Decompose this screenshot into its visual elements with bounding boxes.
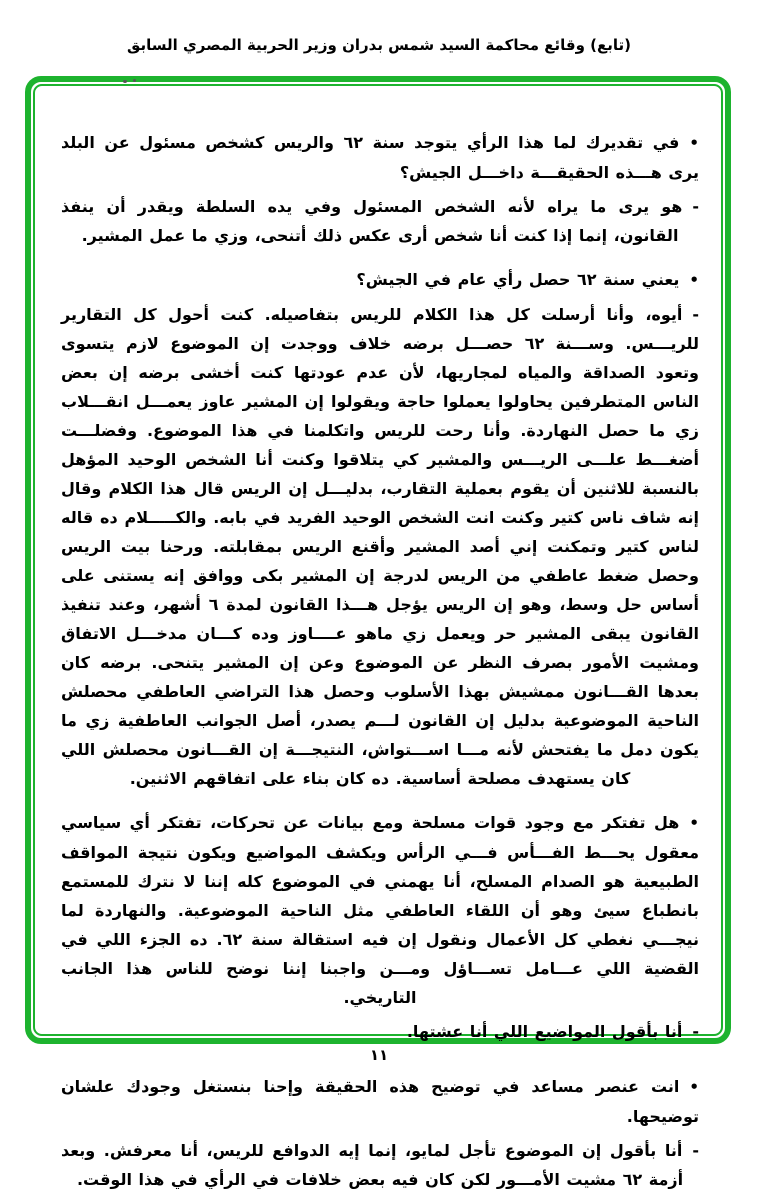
question-item <box>61 808 699 1012</box>
answer-text: هو يرى ما يراه لأنه الشخص المسئول وفي يده السلطة ويقدر أن ينفذ القانون، إنما إذا كنت أنا شخص أرى عكس ذلك أتنحى، وزي ما عمل المشير. <box>61 197 683 245</box>
bullet-icon: • <box>689 134 699 152</box>
question-item <box>61 265 699 295</box>
answer-item <box>61 1136 699 1194</box>
question-text: يعني سنة ٦٢ حصل رأي عام في الجيش؟ <box>356 270 680 289</box>
answer-text: أنا بأقول إن الموضوع تأجل لمايو، إنما إيه الدوافع للريس، أنا معرفش. وبعد أزمة ٦٢ مشيت الأمـــور لكن كان فيه بعض خلافات في الرأي في هذا الوقت. <box>61 1141 684 1189</box>
bullet-icon: • <box>689 1078 699 1096</box>
bullet-icon: • <box>689 271 699 289</box>
bullet-icon: • <box>689 814 699 832</box>
question-text: في تقديرك لما هذا الرأي يتوجد سنة ٦٢ والريس كشخص مسئول عن البلد يرى هـــذه الحقيقـــة داخـــل الجيش؟ <box>61 133 699 182</box>
dash-icon: - <box>692 197 699 216</box>
dash-icon: - <box>692 305 699 324</box>
scan-artifact <box>133 79 136 82</box>
answer-item <box>61 192 699 250</box>
scan-artifact <box>123 80 127 83</box>
question-item <box>61 1072 699 1131</box>
dash-icon: - <box>692 1022 699 1041</box>
answer-text: أنا بأقول المواضيع اللي أنا عشتها. <box>406 1022 683 1041</box>
dash-icon: - <box>692 1141 699 1160</box>
page-number: ١١ <box>369 1046 389 1064</box>
answer-item <box>61 300 699 793</box>
question-item <box>61 128 699 187</box>
answer-item <box>61 1017 699 1046</box>
answer-text: أيوه، وأنا أرسلت كل هذا الكلام للريس بتفاصيله. كنت أحول كل التقارير للريـــس. وســـنة ٦٢ حصـــل برضه خلاف ووجدت إن الموضوع لازم يتسوى وتعود الصداقة والمياه لمجاريها، لأن عدم عودتها كنت أخشى برضه إن بعض الناس المتطرفين يحاولوا يعملوا حاجة ويقولوا إن المشير عاوز يعمـــل انقـــلاب زي ما حصل النهاردة. وأنا رحت للريس واتكلمنا في هذا الموضوع. وفضلـــت أضغـــط علـــى الريـــس والمشير كي يتلاقوا وكنت أنا الشخص الوحيد المؤهل بالنسبة للاثنين أن يقوم بعملية التقارب، بدليـــل إن الريس قال هذا الكلام وقال إنه شاف ناس كتير وكنت انت الشخص الوحيد الفريد في بابه. والكـــــلام ده قاله لناس كتير وتمكنت إني أصد المشير وأقنع الريس بمقابلته. ورحنا بيت الريس وحصل ضغط عاطفي من الريس لدرجة إن المشير بكى ووافق إنه يستنى على أساس حل وسط، وهو إن الريس يؤجل هـــذا القانون لمدة ٦ أشهر، وعند تنفيذ القانون يبقى المشير حر ويعمل زي ماهو عــــاوز وده كـــان مدخـــل الاتفاق ومشيت الأمور بصرف النظر عن الموضوع وعن إن المشير يتنحى. برضه كان بعدها القـــانون ممشيش بهذا الأسلوب وحصل هذا التراضي العاطفي محصلش الناحية الموضوعية بدليل إن القانون لـــم يصدر، أصل الجوانب العاطفية زي ما يكون دمل ما يفتحش لأنه مـــا اســـتواش، النتيجـــة إن القـــانون محصلش اللي كان يستهدف مصلحة أساسية. ده كان بناء على اتفاقهم الاثنين. <box>61 305 700 788</box>
page-header: (تابع) وقائع محاكمة السيد شمس بدران وزير الحربية المصري السابق <box>126 36 632 54</box>
question-text: انت عنصر مساعد في توضيح هذه الحقيقة وإحنا بنستغل وجودك علشان توضيحها. <box>61 1077 699 1126</box>
question-text: هل تفتكر مع وجود قوات مسلحة ومع بيانات عن تحركات، تفتكر أي سياسي معقول يحـــط الفـــأس فـــي الرأس ويكشف المواضيع ويكون نتيجة المواقف الطبيعية هو الصدام المسلح، أنا يهمني في الموضوع كله إننا لا نترك للمستمع بانطباع سيئ وهو أن اللقاء العاطفي مثل الناحية الموضوعية. والنهاردة لما نيجـــي نغطي كل الأعمال ونقول إن فيه استقالة سنة ٦٢. ده الجزء اللي في القضية اللي عـــامل تســـاؤل ومـــن واجبنا إننا نوضح للناس هذا الجانب التاريخي. <box>61 813 700 1007</box>
